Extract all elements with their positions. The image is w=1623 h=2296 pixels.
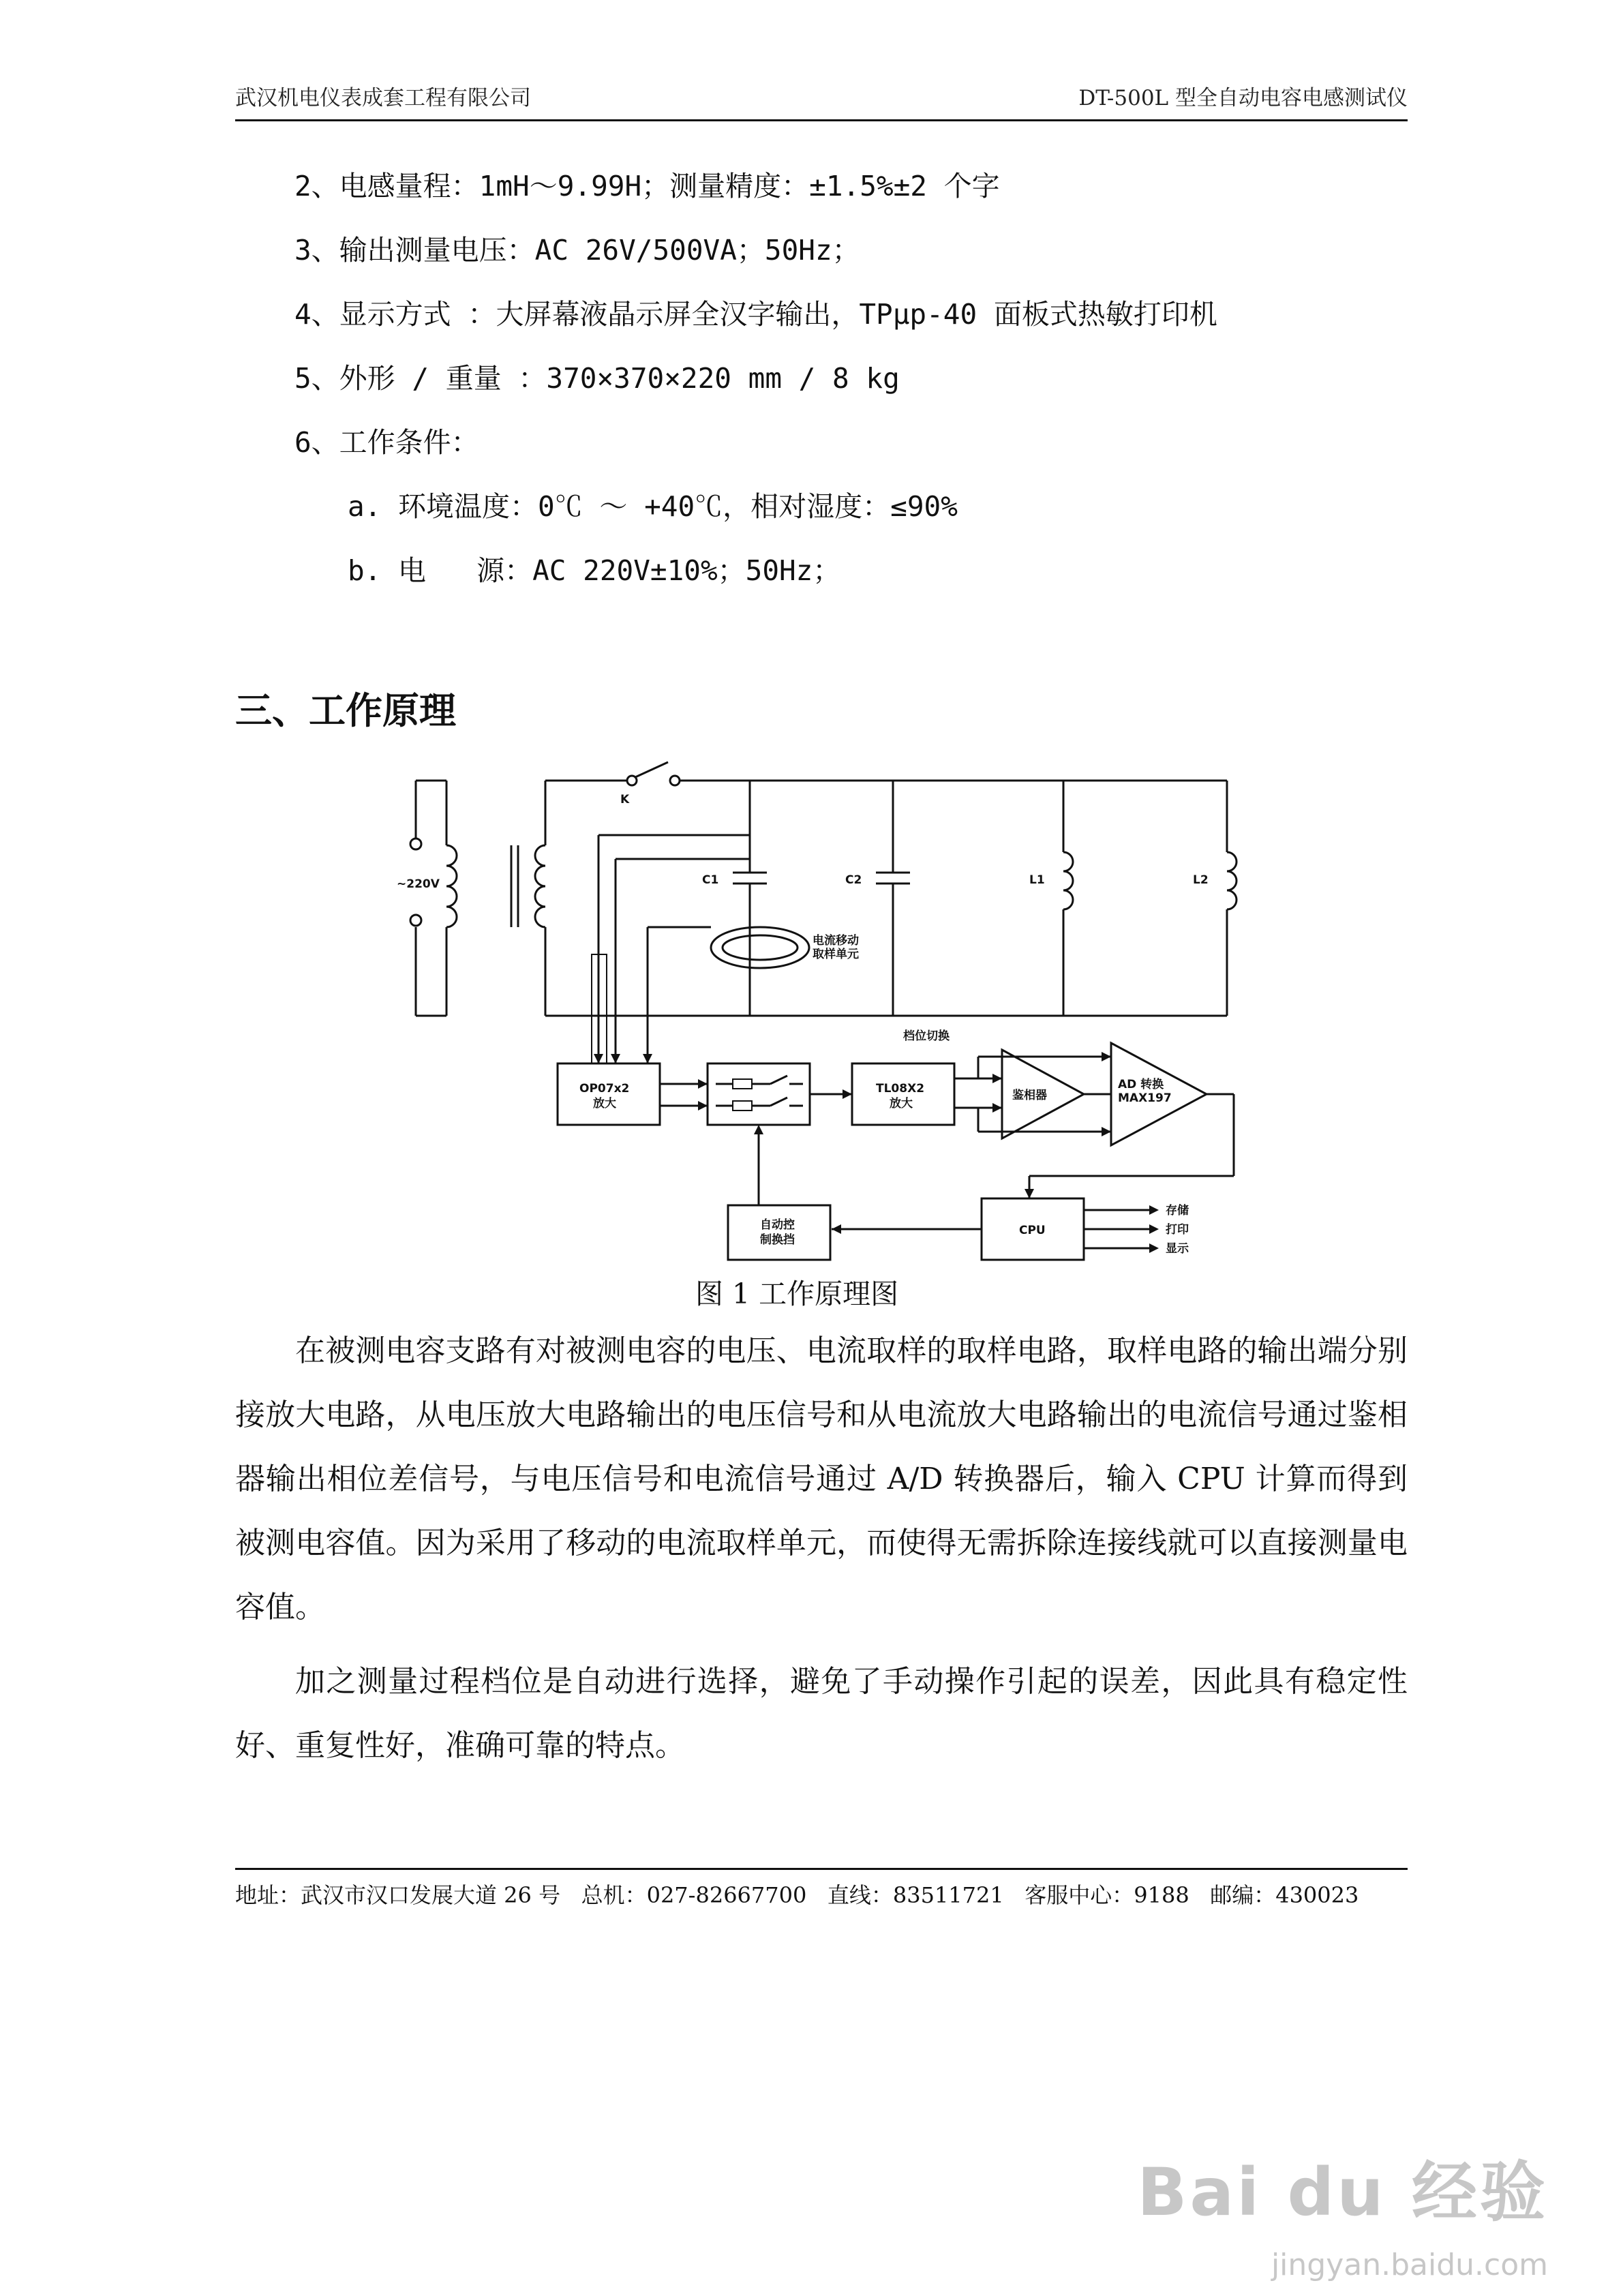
label-l1: L1 [1029,873,1045,887]
condition-item: a. 环境温度：0℃ ～ +40℃，相对湿度：≤90% [348,490,958,523]
label-out-store: 存储 [1166,1204,1189,1218]
spec-item: 3、输出测量电压：AC 26V/500VA；50Hz； [294,234,860,267]
spec-item: 2、电感量程：1mH～9.99H；测量精度：±1.5%±2 个字 [294,170,1000,202]
footer-address: 地址：武汉市汉口发展大道 26 号 总机：027-82667700 直线：83511721 客服中心：9188 邮编：430023 [235,1882,1359,1908]
label-amp1-2: 放大 [593,1097,616,1111]
header-rule [235,119,1408,121]
label-phase: 鉴相器 [1012,1089,1047,1102]
circuit-diagram [382,750,1268,1268]
label-amp1-1: OP07x2 [579,1082,630,1096]
label-c2: C2 [845,873,862,887]
header-product: DT-500L 型全自动电容电感测试仪 [1078,86,1408,110]
label-amp2-1: TL08X2 [876,1082,925,1096]
watermark-url: jingyan.baidu.com [1271,2248,1548,2282]
label-amp2-2: 放大 [890,1097,913,1111]
spec-item: 5、外形 / 重量 ：370×370×220 mm / 8 kg [294,362,900,395]
section-title: 三、工作原理 [235,689,456,732]
footer-rule [235,1868,1408,1870]
label-ctrl-1: 自动控 [760,1218,795,1232]
figure-caption: 图 1 工作原理图 [695,1278,899,1310]
label-c1: C1 [702,873,719,887]
condition-item: b. 电 源：AC 220V±10%；50Hz； [348,554,841,587]
label-source: ~220V [397,877,440,891]
label-sampler-1: 电流移动 [813,934,859,948]
baidu-jingyan-watermark [1137,2141,1548,2282]
spec-item: 4、显示方式 ：大屏幕液晶示屏全汉字输出，TPμp-40 面板式热敏打印机 [294,298,1217,331]
label-l2: L2 [1193,873,1209,887]
label-sampler-2: 取样单元 [813,948,859,961]
label-switch: K [620,793,630,806]
label-out-display: 显示 [1166,1242,1189,1256]
label-range-switch: 档位切换 [903,1029,950,1043]
label-out-print: 打印 [1166,1223,1189,1237]
label-ctrl-2: 制换挡 [760,1233,795,1247]
body-paragraph: 在被测电容支路有对被测电容的电压、电流取样的取样电路，取样电路的输出端分别接放大电路，从电压放大电路输出的电压信号和从电流放大电路输出的电流信号通过鉴相器输出相位差信号，与电压信号和电流信号通过 A/D 转换器后，输入 CPU 计算而得到被测电容值。因为采用了移动的电流取样单元，而使得无需拆除连接线就可以直接测量电容值。 [235,1333,1408,1625]
watermark-brand: Bai du 经验 [1137,2154,1548,2231]
label-cpu: CPU [1019,1224,1046,1237]
spec-item: 6、工作条件： [294,426,479,459]
label-adc-2: MAX197 [1118,1091,1172,1105]
header-company: 武汉机电仪表成套工程有限公司 [235,86,531,110]
label-adc-1: AD 转换 [1118,1078,1164,1091]
body-paragraph: 加之测量过程档位是自动进行选择，避免了手动操作引起的误差，因此具有稳定性好、重复性好，准确可靠的特点。 [235,1664,1408,1763]
